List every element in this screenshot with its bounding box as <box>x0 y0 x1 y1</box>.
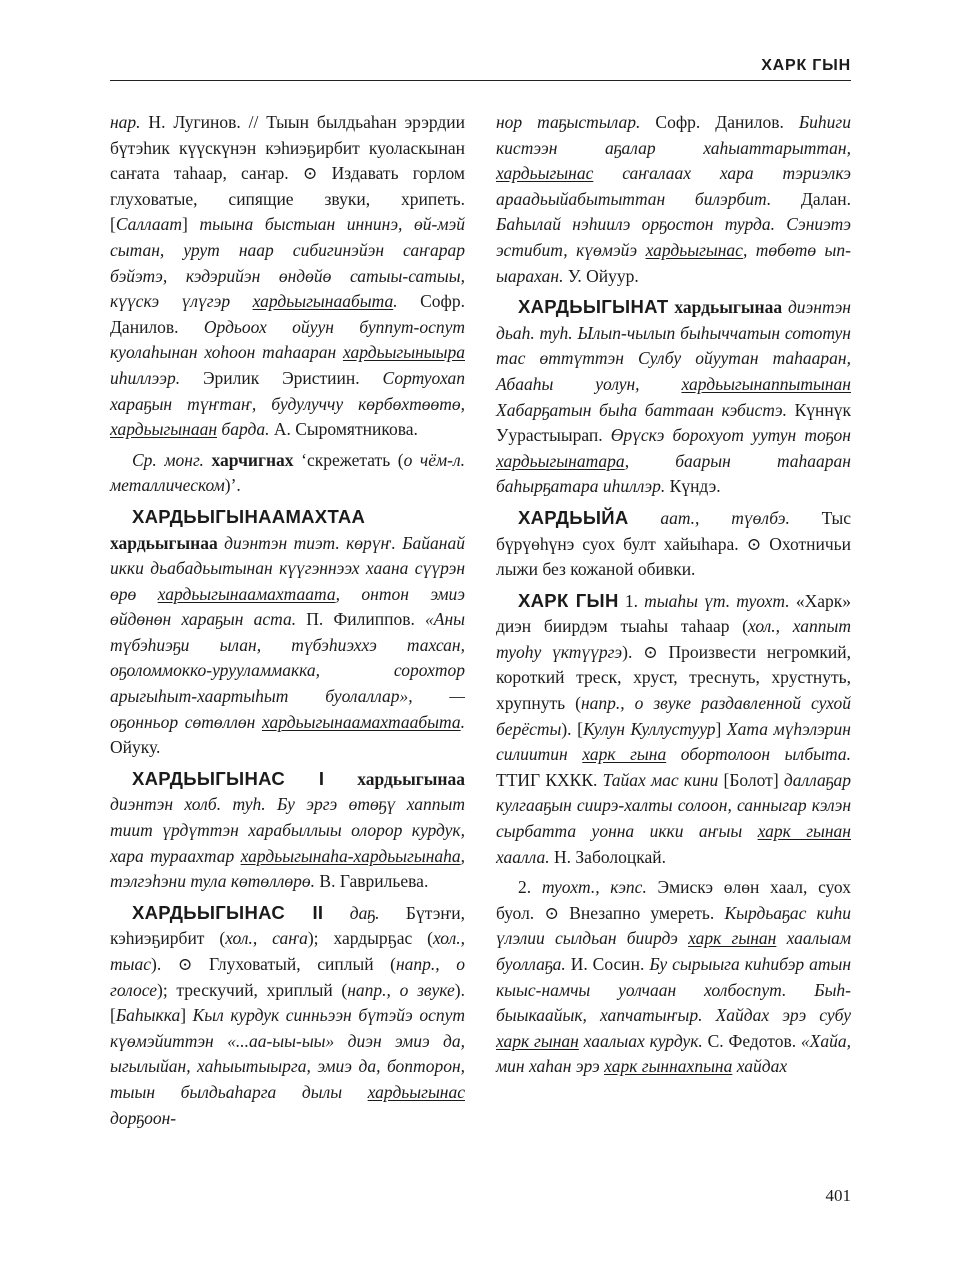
headword: ХАРДЬЫГЫНААМАХТАА <box>132 505 366 527</box>
entry-hardygynaamakhtaa: ХАРДЬЫГЫНААМАХТАА хардьыгынаа диэнтэн тиэт. көрүҥ. Байанай икки дьабадьытынан күүгэннээх хаана сүүрэн өрө хардьыгынаамахтаата, онтон эмиэ өйдөнөн хараҕын аста. П. Филиппов. «Аны түбэһиэҕи ылан, түбэһиэххэ тахсан, оҕоломмокко-урууламмакка, сорохтор арыгыһыт-хаартыһыт буолаллар», — оҕонньор сөтөллөн хардьыгынаамахтаабыта. Ойуку. <box>110 505 466 758</box>
entry-hardygynat: ХАРДЬЫГЫНАТ хардьыгынаа диэнтэн дьаһ. туһ. Ылып-чылып быһыччатын сототун тас өттүттэн Сулбу ойуутан таһааран, Абааһы уолун, хардьыгынаппытынан Хабарҕатын быһа баттаан кэбистэ. Күннүк Уурастыырап. Өрүскэ борохуот уутун тоҕон хардьыгынатара, баарын таһааран баһырҕатара иһиллэр. Күндэ. <box>496 296 851 497</box>
left-column <box>110 110 465 1136</box>
headword: ХАРК ГЫН <box>518 589 619 611</box>
etymology-note: Ср. монг. харчигнах ‘скрежетать (о чём-л. металлическом)’. <box>110 449 465 496</box>
page-header <box>110 55 851 81</box>
entry-hark-gyn-2: 2. туохт., кэпс. Эмискэ өлөн хаал, суох буол. ⊙ Внезапно умереть. Кырдьаҕас киһи үлэлии сылдьан биирдэ харк гынан хаалыам буоллаҕа. И. Сосин. Бу сырыыга киһибэр атын кыыс-намчы уолчаан холбоспут. Быһ-быыкаайык, хапчатыҥыр. Хайдах эрэ субу харк гынан хаалыах курдук. С. Федотов. «Хайа, мин хаһан эрэ харк гыннахпына хайдах <box>496 877 852 1077</box>
headword: ХАРДЬЫГЫНАС II <box>132 901 324 923</box>
page-number: 401 <box>825 1186 851 1205</box>
entry-hardygynas-1: ХАРДЬЫГЫНАС I хардьыгынаа диэнтэн холб. туһ. Бу эргэ өтөҕү хаппыт тиит үрдүттэн харабыллыы олорор курдук, хара тураахтар хардьыгынаһа-хардьыгынаһа, тэлгэһэни тула көтөллөрө. В. Гаврильева. <box>110 767 465 892</box>
headword: ХАРДЬЫГЫНАС I <box>132 767 325 789</box>
entry-hardygynas-2: ХАРДЬЫГЫНАС II даҕ. Бүтэҥи, кэһиэҕирбит (хол., саҥа); хардырҕас (хол., тыас). ⊙ Глуховатый, сиплый (напр., о голосе); трескучий, хриплый (напр., о звуке). [Баһыкка] Кыл курдук синньээн бүтэйэ оспут күөмэйиттэн «...аа-ыы-ыы» диэн эмиэ да, ыгылыйан, хаһыытыырга, эмиэ да, бопторон, тыын былдьаһарга дылы хардьыгынас дорҕоон- <box>110 901 465 1128</box>
running-head: ХАРК ГЫН <box>761 57 851 74</box>
entry-hardyiya: ХАРДЬЫЙА аат., түөлбэ. Тыс бүрүөһүнэ суох булт хайыһара. ⊙ Охотничьи лыжи без кожаной обивки. <box>496 506 852 580</box>
headword: ХАРДЬЫЙА <box>518 506 629 528</box>
entry-continuation-hardygynaa: нар. Н. Лугинов. // Тыын былдьаһан эрэрдии бүтэһик күүскүнэн кэһиэҕирбит куоласкынан саҥата таһаар, саҥар. ⊙ Издавать горлом глуховатые, сипящие звуки, хрипеть. [Саллаат] тыына быстыан иннинэ, өй-мэй сытан, урут наар сибигинэйэн саҥарар бэйэтэ, кэдэрийэн өндөйө сатыы-сатыы, күүскэ үлүгэр хардьыгынаабыта. Софр. Данилов. Ордьоох ойуун буппут-оспут куолаһынан хоһоон таһааран хардьыгыныыра иһиллээр. Эрилик Эристиин. Сортуохап хараҕын түҥтаҥ, будулуччу көрбөхтөөтө, хардьыгынаан барда. А. Сыромятникова. <box>110 112 466 440</box>
entry-continuation-hardygynas-2: нор таҕыстылар. Софр. Данилов. Биһиги кистээн аҕалар хаһыаттарыттан, хардьыгынас саҥалаах хара тэриэлкэ араадьыйабытыттан билэрбит. Далан. Баһылай нэһиилэ орҕостон турда. Сэниэтэ эстибит, күөмэйэ хардьыгынас, төбөтө ып-ыарахан. У. Ойуур. <box>496 112 851 286</box>
entry-hark-gyn-1: ХАРК ГЫН 1. тыаһы үт. туохт. «Харк» диэн биирдэм тыаһы таһаар (хол., хаппыт туоһу үктүүргэ). ⊙ Произвести негромкий, короткий треск, хруст, треснуть, хрустнуть, хрупнуть (напр., о звуке раздавленной сухой берёсты). [Кулун Куллустуур] Хата мүһэлэрин силиитин харк гына обортолоон ылбыта. ТТИГ КХКК. Тайах мас кини [Болот] даллаҕар кулгааҕын сиирэ-халты солоон, санныгар кэлэн сырбатта уонна икки аҥыы харк гынан хаалла. Н. Заболоцкай. <box>496 589 851 867</box>
right-column <box>496 110 851 1085</box>
headword: ХАРДЬЫГЫНАТ <box>518 296 669 318</box>
